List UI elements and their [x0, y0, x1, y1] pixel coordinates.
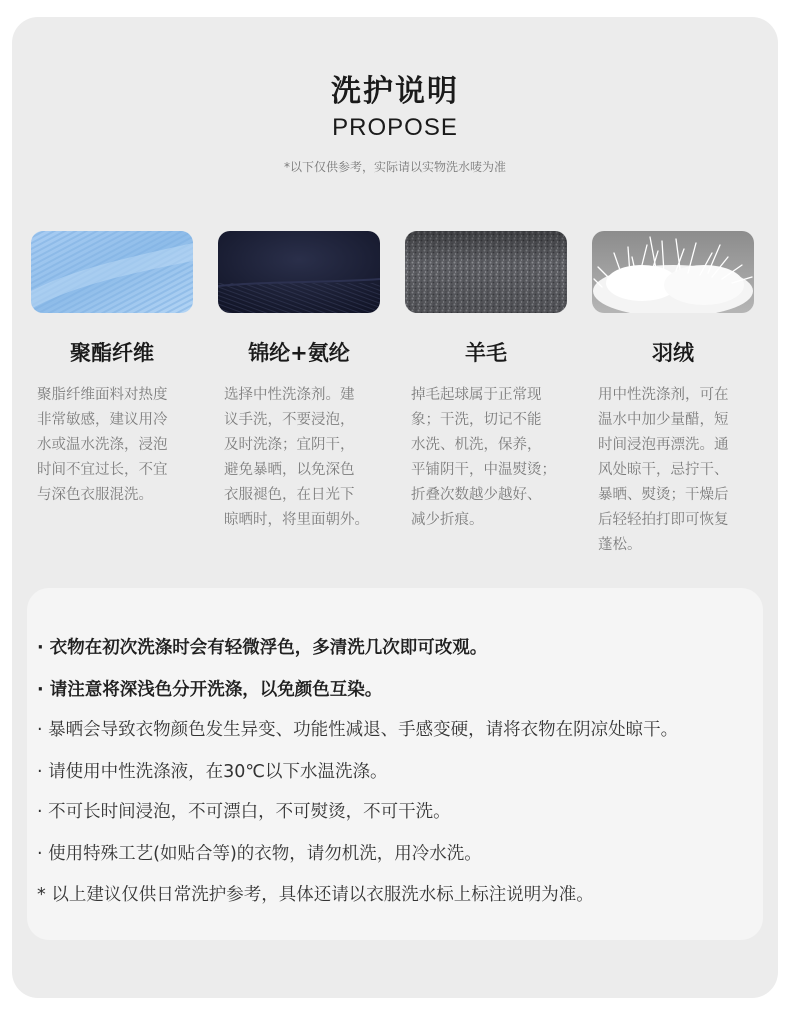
- fabric-polyester: [31, 231, 193, 508]
- fabric-nylon-spandex: [218, 231, 380, 533]
- tip-item: · 请使用中性洗涤液，在30℃以下水温洗涤。: [37, 762, 388, 782]
- tip-item: · 使用特殊工艺(如贴合等)的衣物，请勿机洗，用冷水洗。: [37, 844, 482, 864]
- fabric-name: 锦纶+氨纶: [248, 341, 350, 365]
- down-feather-image: [592, 231, 754, 313]
- wool-fabric-image: [405, 231, 567, 313]
- fabric-description: 用中性洗涤剂，可在 温水中加少量醋，短 时间浸泡再漂洗。通 风处晾干，忌拧干、 暴晒、熨烫；干燥后 后轻轻拍打即可恢复 蓬松。: [598, 387, 729, 553]
- fabric-name: 聚酯纤维: [70, 341, 154, 365]
- fabric-name: 羽绒: [652, 341, 694, 365]
- fabric-description: 选择中性洗涤剂。建 议手洗，不要浸泡， 及时洗涤；宜阴干， 避免暴晒，以免深色 衣服褪色，在日光下 晾晒时，将里面朝外。: [224, 387, 369, 528]
- disclaimer-note: * 以上建议仅供日常洗护参考，具体还请以衣服洗水标上标注说明为准。: [37, 885, 594, 905]
- tip-item: · 衣物在初次洗涤时会有轻微浮色，多清洗几次即可改观。: [37, 638, 488, 658]
- care-tips-panel: [27, 588, 763, 940]
- page-title: 洗护说明: [331, 74, 459, 109]
- fabric-wool: [405, 231, 567, 533]
- fabric-down: [592, 231, 754, 558]
- polyester-fabric-image: [31, 231, 193, 313]
- fabric-description: 聚脂纤维面料对热度 非常敏感，建议用冷 水或温水洗涤，浸泡 时间不宜过长，不宜 与深色衣服混洗。: [37, 387, 168, 503]
- nylon-fabric-image: [218, 231, 380, 313]
- fabric-name: 羊毛: [465, 341, 507, 365]
- tip-item: · 不可长时间浸泡，不可漂白，不可熨烫，不可干洗。: [37, 802, 451, 822]
- reference-note: *以下仅供参考，实际请以实物洗水唛为准: [283, 160, 506, 174]
- fabric-description: 掉毛起球属于正常现 象；干洗，切记不能 水洗、机洗，保养， 平铺阴干，中温熨烫； 折叠次数越少越好、 减少折痕。: [411, 387, 556, 528]
- page-subtitle: PROPOSE: [332, 114, 458, 141]
- tip-item: · 请注意将深浅色分开洗涤，以免颜色互染。: [37, 680, 383, 700]
- tip-item: · 暴晒会导致衣物颜色发生异变、功能性减退、手感变硬，请将衣物在阴凉处晾干。: [37, 720, 679, 740]
